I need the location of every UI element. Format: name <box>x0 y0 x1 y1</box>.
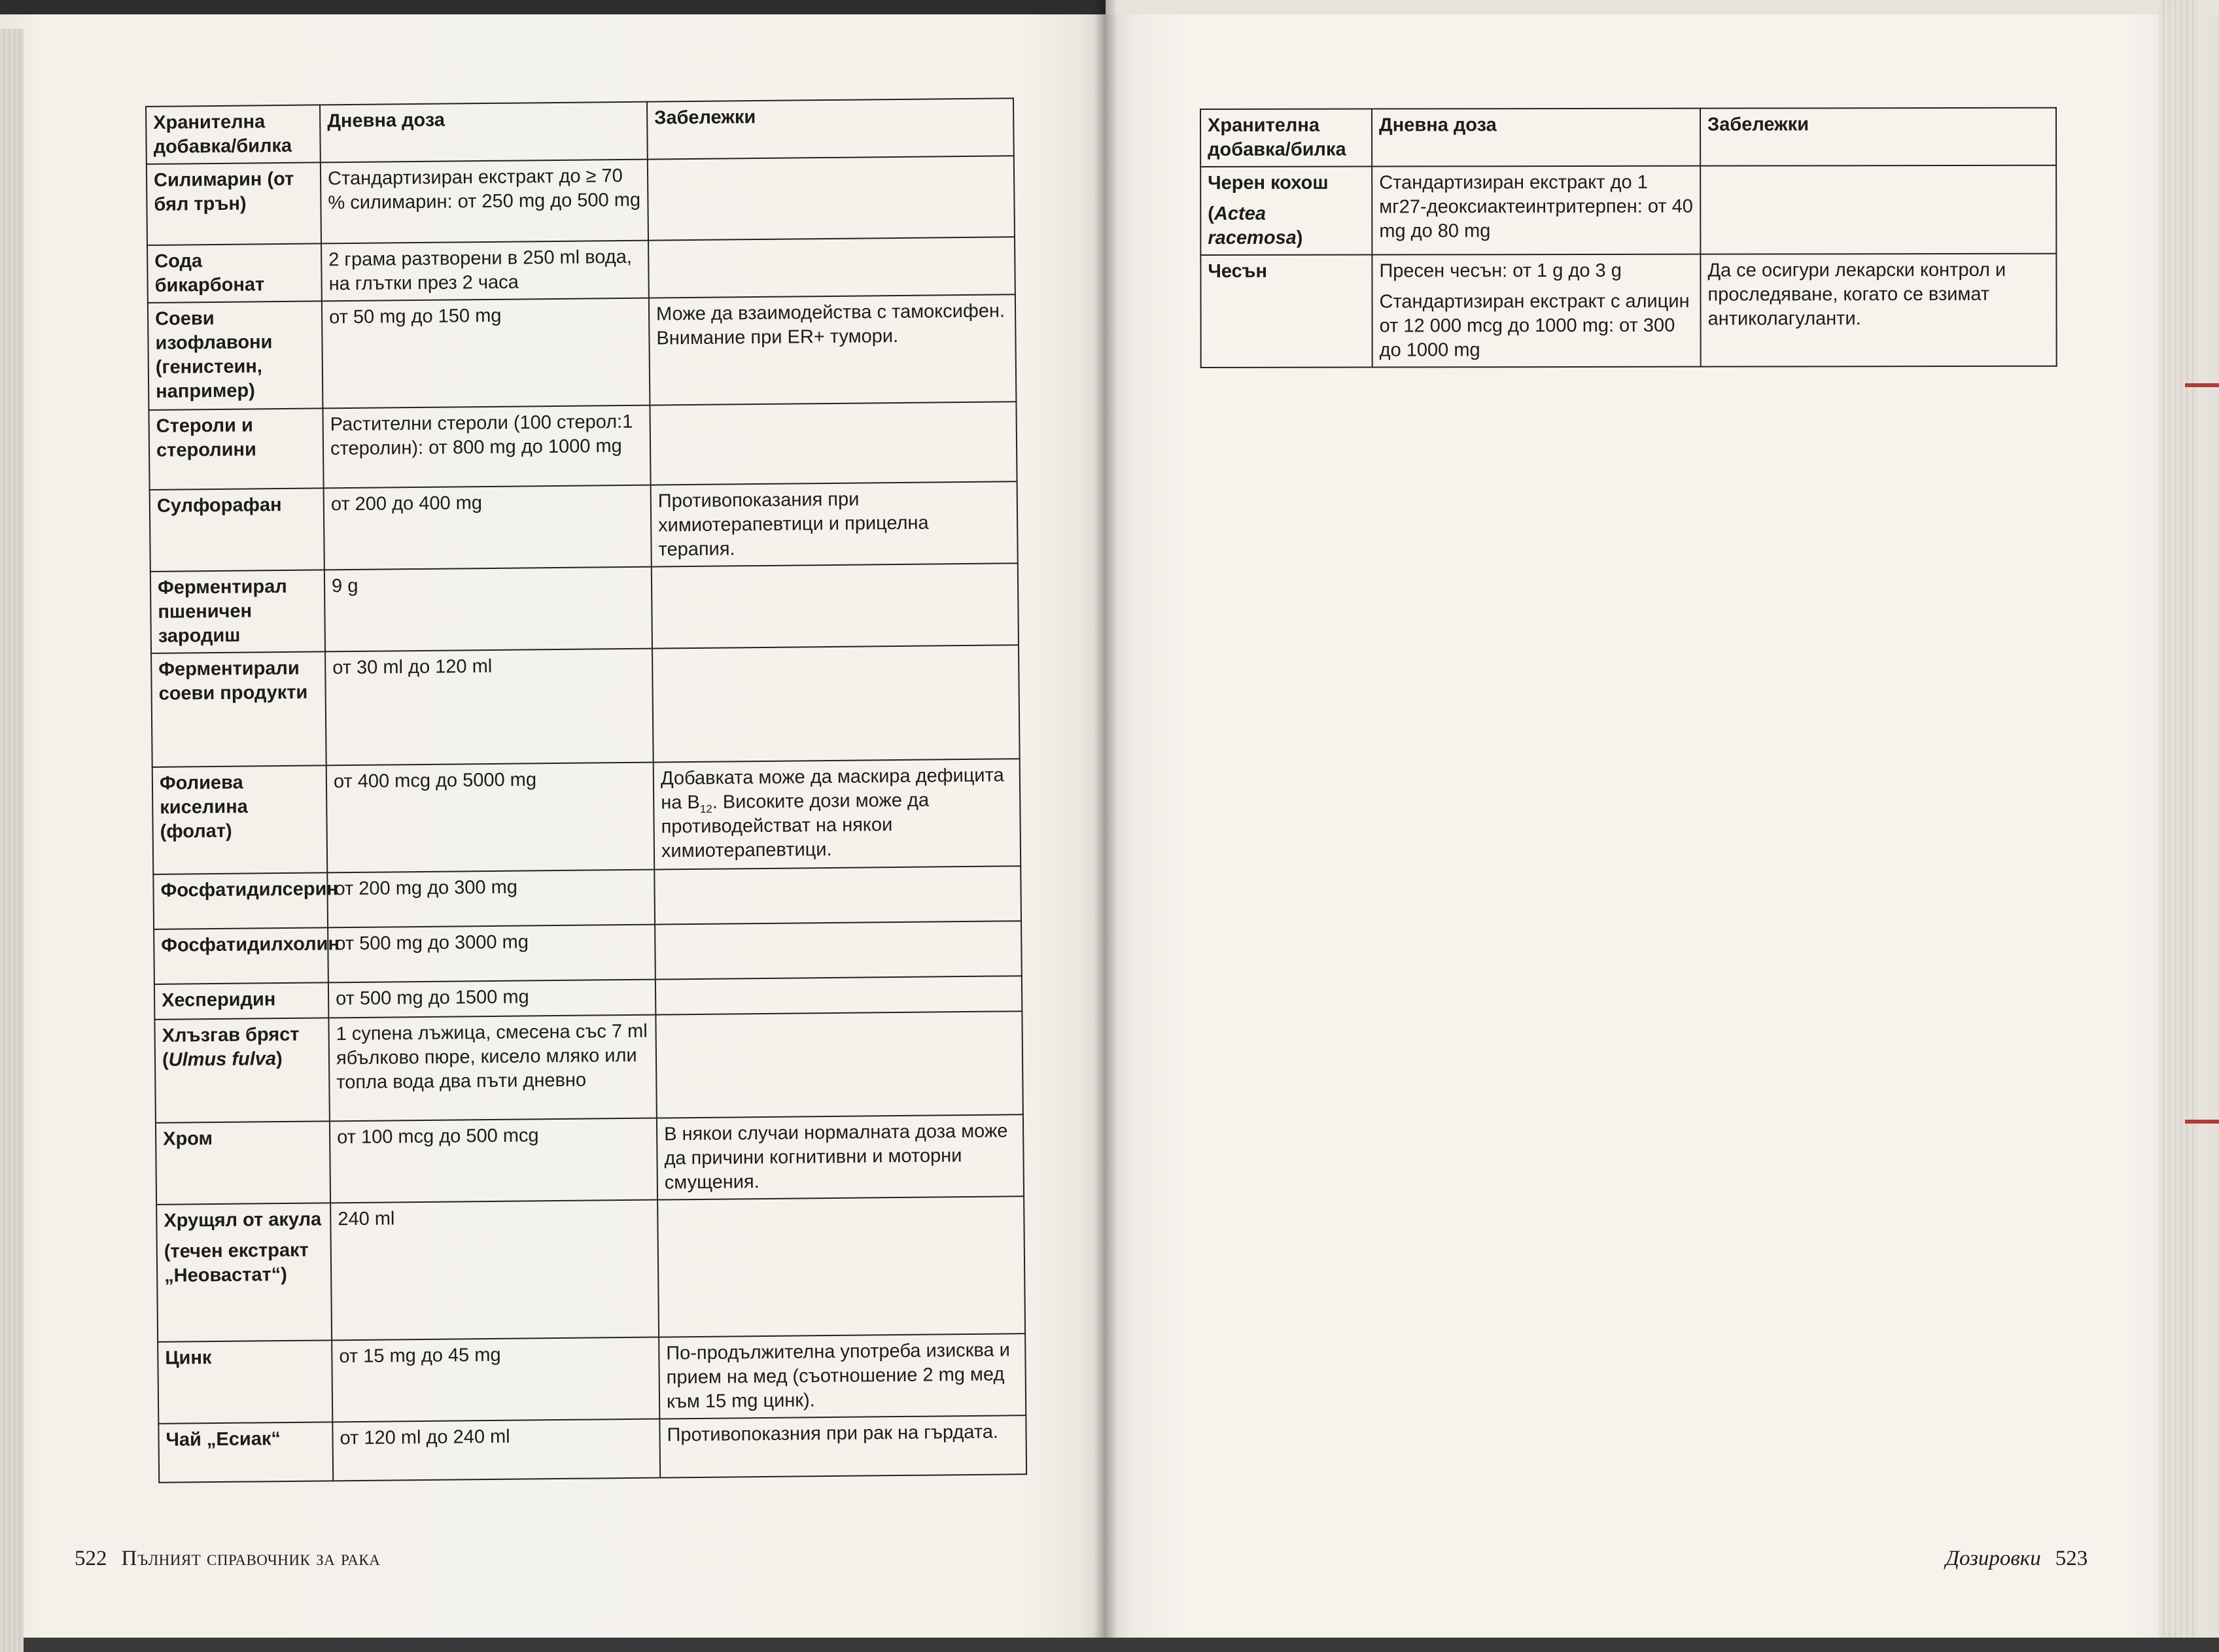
header-notes: Забележки <box>647 98 1014 159</box>
running-head: Дозировки <box>1946 1547 2041 1570</box>
daily-dose: от 120 ml до 240 ml <box>332 1419 660 1481</box>
table-row <box>147 156 1015 245</box>
supplement-name: Чай „Есиак“ <box>158 1422 333 1483</box>
daily-dose: от 500 mg до 1500 mg <box>328 980 655 1018</box>
notes: В някои случаи нормалната доза може да причини когнитивни и моторни смущения. <box>657 1114 1024 1199</box>
red-edge-mark <box>2185 1120 2219 1124</box>
table-row <box>153 866 1021 929</box>
table-row <box>148 294 1017 410</box>
note-text: Добавката може да маскира дефицита на B <box>660 765 1004 814</box>
name-latin: Actea racemosa <box>1208 203 1297 249</box>
dosage-table-left <box>145 97 1027 1483</box>
table-row <box>154 921 1022 984</box>
table-row <box>158 1415 1026 1483</box>
header-supplement: Хранителна добавка/билка <box>146 105 321 164</box>
name-main: Хрущял от акула <box>164 1209 322 1231</box>
daily-dose: 1 супена лъжица, смесена със 7 ml ябълково пюре, кисело мляко или топла вода два пъти дневно <box>328 1015 656 1122</box>
dosage-table-right <box>1200 107 2057 368</box>
daily-dose: 9 g <box>324 567 652 652</box>
notes: По-продължителна употреба изисква и прием на мед (съотношение 2 mg мед към 15 mg цинк). <box>659 1334 1026 1419</box>
page-number: 523 <box>2055 1547 2088 1570</box>
page-number: 522 <box>75 1547 107 1570</box>
header-daily-dose: Дневна доза <box>320 102 648 163</box>
table-row <box>154 1011 1022 1123</box>
note-subscript: 12 <box>699 802 712 816</box>
supplement-name: Фолиева киселина (фолат) <box>152 765 328 874</box>
table-row <box>147 237 1015 303</box>
supplement-name: Чесън <box>1200 255 1372 368</box>
daily-dose: 2 грама разтворени в 250 ml вода, на глътки през 2 часа <box>321 241 649 301</box>
daily-dose: от 30 ml до 120 ml <box>325 649 654 766</box>
notes: Противопоказния при рак на гърдата. <box>659 1415 1026 1477</box>
red-edge-mark <box>2185 383 2219 387</box>
notes <box>655 976 1022 1014</box>
supplement-name: Цинк <box>158 1340 332 1424</box>
dose-line: Пресен чесън: от 1 g до 3 g <box>1379 260 1622 282</box>
supplement-name: Фосфатидилхолин <box>154 927 328 984</box>
page-edge-left <box>0 29 24 1652</box>
table-row <box>158 1334 1026 1424</box>
table-row <box>152 759 1021 874</box>
supplement-name: Ферментирал пшеничен зародиш <box>150 570 325 653</box>
name-latin: Ulmus fulva <box>168 1048 277 1071</box>
supplement-name: Хлъзгав бряст (Ulmus fulva) <box>154 1018 330 1123</box>
supplement-name: Силимарин (от бял трън) <box>147 162 321 245</box>
notes <box>654 866 1021 924</box>
table-row <box>150 563 1019 653</box>
daily-dose: от 200 до 400 mg <box>324 485 652 570</box>
supplement-name: Ферментирали соеви продукти <box>151 651 326 767</box>
dose-line: Стандартизиран екстракт с алицин от 12 000 mcg до 1000 mg: от 300 до 1000 mg <box>1379 290 1690 361</box>
name-main: Черен кохош <box>1208 172 1329 194</box>
daily-dose: от 50 mg до 150 mg <box>322 298 650 409</box>
daily-dose: от 15 mg до 45 mg <box>332 1337 659 1422</box>
supplement-name: Соеви изофлавони (генистеин, например) <box>148 301 323 410</box>
supplement-name: Черен кохош (Actea racemosa) <box>1200 167 1372 255</box>
header-supplement: Хранителна добавка/билка <box>1200 109 1372 167</box>
page-footer-left <box>75 1547 380 1571</box>
supplement-name: Сулфорафан <box>150 488 324 572</box>
table-row <box>149 402 1017 490</box>
table-row <box>156 1196 1025 1342</box>
daily-dose: Стандартизиран екстракт до ≥ 70 % силимарин: от 250 mg до 500 mg <box>321 160 648 244</box>
table-row <box>156 1114 1024 1205</box>
header-notes: Забележки <box>1700 108 2056 166</box>
notes <box>652 645 1020 762</box>
table-row <box>1200 254 2056 368</box>
daily-dose: 240 ml <box>330 1200 659 1341</box>
notes: Може да взаимодейства с тамоксифен. Внимание при ER+ тумори. <box>649 294 1017 405</box>
daily-dose: Стандартизиран екстракт до 1 мг27-деоксиактеинтритерпен: от 40 mg до 80 mg <box>1372 166 1700 255</box>
book-title: Пълният справочник за рака <box>121 1547 381 1570</box>
note-text: . Високите дози може да противодействат на някои химиотерапевтици. <box>661 789 930 862</box>
table-row <box>151 645 1020 767</box>
supplement-name: Хесперидин <box>154 982 329 1020</box>
supplement-name: Сода бикарбонат <box>147 243 322 303</box>
notes <box>650 402 1017 485</box>
notes <box>652 563 1019 648</box>
table-header-row <box>146 98 1014 164</box>
table-row <box>1200 165 2056 255</box>
daily-dose: от 200 mg до 300 mg <box>327 870 655 928</box>
daily-dose: Растителни стероли (100 стерол:1 стеролин): от 800 mg до 1000 mg <box>323 405 650 489</box>
page-edge-right <box>2159 0 2198 1638</box>
notes <box>654 759 1021 869</box>
table-header-row <box>1200 108 2056 167</box>
daily-dose: от 500 mg до 3000 mg <box>328 925 655 983</box>
daily-dose: от 400 mcg до 5000 mg <box>326 763 655 873</box>
supplement-name: Стероли и стеролини <box>149 408 323 490</box>
notes <box>655 921 1022 979</box>
daily-dose: от 100 mcg до 500 mcg <box>330 1118 657 1203</box>
supplement-name <box>156 1203 332 1342</box>
notes: Да се осигури лекарски контрол и проследяване, когато се взимат антиколагуланти. <box>1700 254 2056 367</box>
notes <box>655 1011 1022 1118</box>
supplement-name: Фосфатидилсерин <box>153 872 328 929</box>
name-extra: (течен екстракт „Неовастат“) <box>164 1239 309 1286</box>
page-footer-right <box>1946 1547 2102 1571</box>
table-row <box>150 481 1018 572</box>
notes <box>1700 165 2056 254</box>
notes <box>657 1196 1025 1337</box>
daily-dose <box>1372 254 1700 368</box>
notes <box>648 237 1015 298</box>
header-daily-dose: Дневна доза <box>1372 109 1700 167</box>
name-main: Хлъзгав бряст <box>162 1024 300 1046</box>
supplement-name: Хром <box>156 1121 330 1205</box>
notes: Противопоказания при химиотерапевтици и прицелна терапия. <box>651 481 1018 566</box>
book-gutter <box>1094 0 1117 1638</box>
notes <box>648 156 1015 240</box>
